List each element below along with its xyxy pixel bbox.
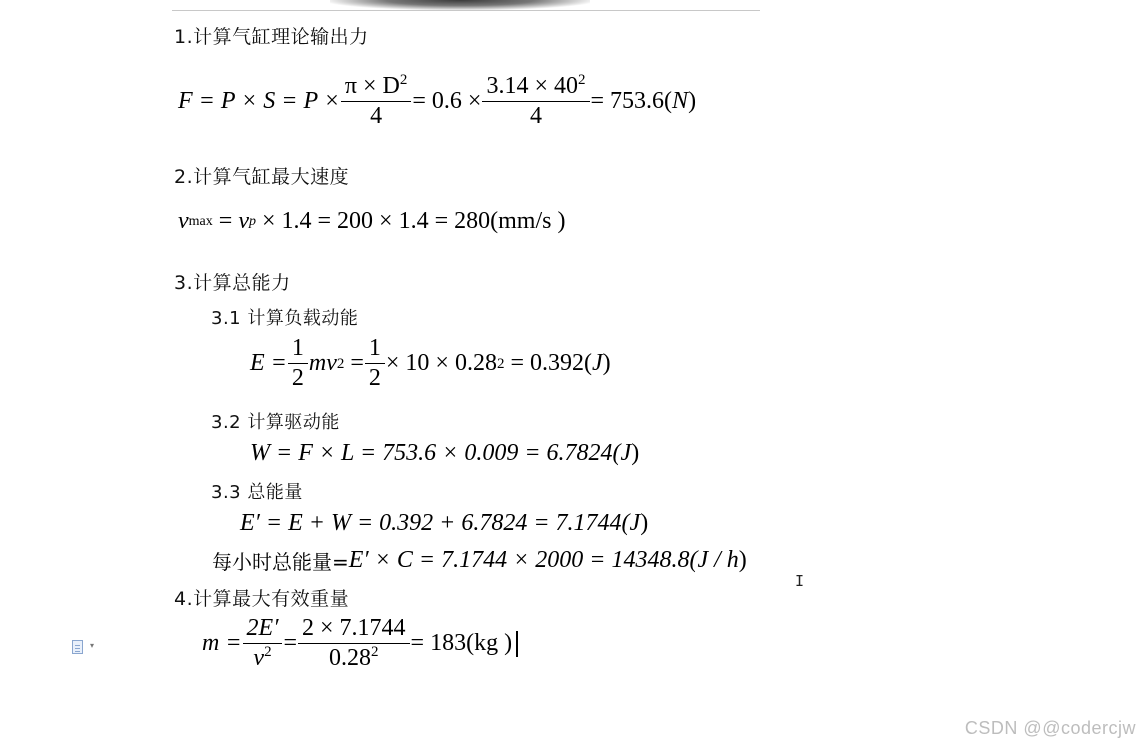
heading-1: 1.计算气缸理论输出力 xyxy=(174,26,369,48)
fraction-value-weight: $\frac{2 \times 7.1744}{0.28^2}$ xyxy=(300,616,408,671)
formula-hourly-energy: 每小时总能量= E′ × C = 7.1744 × 2000 = 14348.8( J / h ) xyxy=(212,547,747,574)
heading-4: 4.计算最大有效重量 xyxy=(174,588,350,610)
heading-3: 3.计算总能力 xyxy=(174,272,291,294)
formula-max-speed: v max = v p × 1.4 = 200 × 1.4 = 280(mm/s ) xyxy=(178,208,566,234)
fraction-half-2: $\frac{1}{2}$ xyxy=(367,336,383,391)
watermark: CSDN @@codercjw xyxy=(964,718,1136,738)
formula-output-force: F = P × S = P × $\frac{\pi \times D^2}{4}$ = 0.6 × $\frac{3.14 \times 40^2}{4}$ = 753.6( N ) xyxy=(178,72,697,130)
formula-kinetic-energy: E = $\frac{1}{2}$ mv 2 = $\frac{1}{2}$ × 10 × 0.28 2 = 0.392( J ) xyxy=(250,335,611,392)
fraction-area: $\frac{\pi \times D^2}{4}$ xyxy=(343,74,409,129)
document-icon[interactable] xyxy=(72,640,83,654)
fraction-energy-velocity: $\frac{2E'}{v^2}$ xyxy=(245,616,281,671)
heading-3-3: 3.3 总能量 xyxy=(211,482,303,503)
heading-3-1: 3.1 计算负载动能 xyxy=(211,308,359,329)
formula-max-weight: m = $\frac{2E'}{v^2}$ = $\frac{2 \times 7.1744}{0.28^2}$ = 183(kg ) xyxy=(202,616,518,671)
formula-drive-energy: W = F × L = 753.6 × 0.009 = 6.7824( J ) xyxy=(250,440,640,466)
top-shadow xyxy=(330,0,590,10)
text-cursor-icon: I xyxy=(795,572,805,590)
fraction-value: $\frac{3.14 \times 40^2}{4}$ xyxy=(484,74,587,129)
formula-total-energy: E′ = E + W = 0.392 + 6.7824 = 7.1744( J ) xyxy=(240,510,649,536)
text-caret xyxy=(516,631,518,657)
heading-2: 2.计算气缸最大速度 xyxy=(174,166,350,188)
top-divider xyxy=(172,10,760,11)
heading-3-2: 3.2 计算驱动能 xyxy=(211,412,340,433)
chevron-down-icon[interactable]: ▾ xyxy=(90,641,95,650)
fraction-half-1: $\frac{1}{2}$ xyxy=(290,336,306,391)
